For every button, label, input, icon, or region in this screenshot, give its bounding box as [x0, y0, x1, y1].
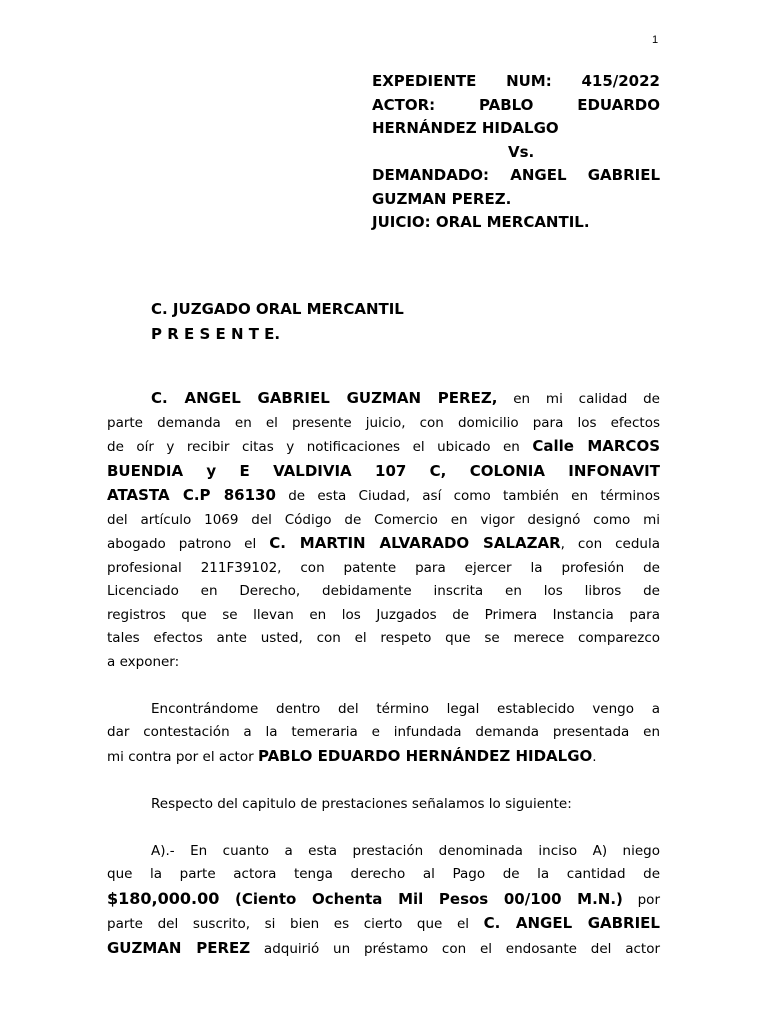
document-body [107, 387, 660, 961]
addressee [151, 297, 404, 347]
paragraph-claim-a: A).- En cuanto a esta prestación denominada inciso A) niego que la parte actora tenga derecho al Pago de la cantidad de $180,000.00 (Ciento Ochenta Mil Pesos 00/100 M.N.) por parte del suscrito, si bien es cierto que el C. ANGEL GABRIEL GUZMAN PEREZ adquirió un préstamo con el endosante del actor [107, 842, 661, 957]
plaintiff-name: PABLO EDUARDO HERNÁNDEZ HIDALGO [257, 746, 593, 765]
plaintiff-line: ACTOR: PABLO EDUARDO [372, 95, 660, 114]
paragraph-answer: Encontrándome dentro del término legal establecido vengo a dar contestación a la temeraria e infundada demanda presentada en mi contra por el actor PABLO EDUARDO HERNÁNDEZ HIDALGO. [107, 700, 660, 765]
address-line: BUENDIA y E VALDIVIA 107 C, COLONIA INFONAVIT [107, 461, 660, 480]
page-number: 1 [652, 34, 659, 46]
case-number: EXPEDIENTE NUM: 415/2022 [372, 72, 660, 90]
defendant-line: DEMANDADO: ANGEL GABRIEL [372, 166, 660, 184]
paragraph-intro: C. ANGEL GABRIEL GUZMAN PEREZ, en mi calidad de parte demanda en el presente juicio, con domicilio para los efectos de oír y recibir citas y notificaciones el ubicado en Calle MARCOS BUENDIA y E VALDIVIA 107 C, COLONIA INFONAVIT ATASTA C.P 86130 de esta Ciudad, así como también en términos del artículo 1069 del Código de Comercio en vigor designó como mi abogado patrono el C. MARTIN ALVARADO SALAZAR, con cedula profesional 211F39102, con patente para ejercer la profesión de Licenciado en Derecho, debidamente inscrita en los libros de registros que se llevan en los Juzgados de Primera Instancia para tales efectos ante usted, con el respeto que se merece comparezco a exponer: [107, 389, 660, 670]
defendant-surname: GUZMAN PEREZ. [372, 189, 512, 208]
paragraph-claims: Respecto del capitulo de prestaciones señalamos lo siguiente: [151, 795, 572, 812]
plaintiff-surname: HERNÁNDEZ HIDALGO [372, 119, 559, 137]
versus: Vs. [508, 142, 535, 161]
address-street: Calle MARCOS [532, 437, 660, 455]
amount-words: (Ciento Ochenta Mil Pesos 00/100 M.N.) [219, 889, 623, 908]
amount: $180,000.00 [107, 888, 220, 908]
case-header [372, 70, 660, 235]
defendant-name: C. ANGEL GABRIEL GUZMAN PEREZ, [151, 389, 498, 407]
court-name: C. JUZGADO ORAL MERCANTIL [151, 300, 404, 318]
defendant-name-ref: C. ANGEL GABRIEL [483, 914, 660, 932]
trial-type: JUICIO: ORAL MERCANTIL. [372, 213, 590, 231]
address-postal: ATASTA C.P 86130 [107, 486, 276, 504]
attorney-name: C. MARTIN ALVARADO SALAZAR [269, 534, 561, 552]
defendant-surname-ref: GUZMAN PEREZ [107, 938, 251, 957]
present: P R E S E N T E. [151, 325, 281, 343]
